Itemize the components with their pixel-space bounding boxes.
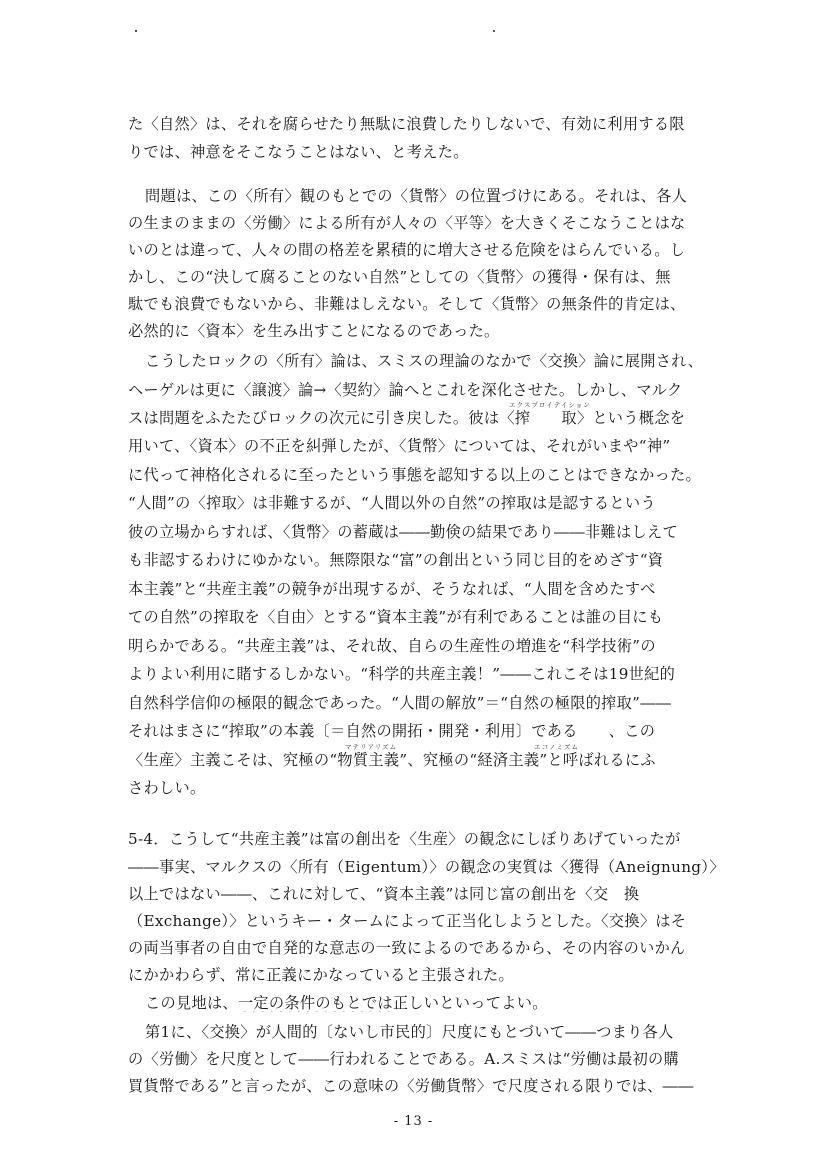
scan-speck [493, 30, 495, 32]
text-line: かし、この“決して腐ることのない自然”としての〈貨幣〉の獲得・保有は、無 [128, 268, 671, 286]
text-line: さわしい。 [128, 779, 206, 797]
text-line: “人間”の〈搾取〉は非難するが、“人間以外の自然”の搾取は是認するという [128, 494, 656, 512]
text-line: ヘーゲルは更に〈譲渡〉論→〈契約〉論へとこれを深化させた。しかし、マルク [128, 381, 683, 399]
text-line: スは問題をふたたびロックの次元に引き戻した。彼は〈搾 取〉という概念を [128, 409, 686, 427]
ruby-economism: エコノミズム [534, 743, 579, 751]
text-line: ――事実、マルクスの〈所有（Eigentum）〉の観念の実質は〈獲得（Aneignung）〉 [128, 858, 725, 876]
text-line: 駄でも浪費でもないから、非難はしえない。そして〈貨幣〉の無条件的肯定は、 [128, 295, 686, 313]
text-line: に代って神格化されるに至ったという事態を認知する以上のことはできなかった。 [128, 466, 702, 484]
text-line: ての自然”の搾取を〈自由〉とする“資本主義”が有利であることは誰の目にも [128, 608, 664, 626]
text-segment: 正しいといってよい。 [392, 994, 548, 1012]
text-line: 明らかである。“共産主義”は、それ故、自らの生産性の増進を“科学技術”の [128, 637, 656, 655]
text-line: 本主義”と“共産主義”の競争が出現するが、そうなれば、“人間を含めたすべ [128, 580, 656, 598]
text-line: 彼の立場からすれば、〈貨幣〉の蓄蔵は――勤倹の結果であり――非難はしえて [128, 523, 678, 541]
text-line: の生まのままの〈労働〉による所有が人々の〈平等〉を大きくそこなうことはな [128, 214, 686, 232]
paragraph-start-line: 問題は、この〈所有〉観のもとでの〈貨幣〉の位置づけにある。それは、各人 [145, 187, 688, 205]
text-line: にかかわらず、常に正義にかなっていると主張された。 [128, 966, 514, 984]
text-line: いのとは違って、人々の間の格差を累積的に増大させる危険をはらんでいる。し [128, 241, 686, 259]
text-line: よりよい利用に賭するしかない。“科学的共産主義！”――これこそは19世紀的 [128, 665, 676, 683]
paragraph-start-line [145, 994, 728, 1012]
text-line: 自然科学信仰の極限的観念であった。“人間の解放”＝“自然の極限的搾取”―― [128, 694, 672, 712]
text-line: 用いて、〈資本〉の不正を糾弾したが、〈貨幣〉については、それがいまや“神” [128, 437, 671, 455]
paragraph-start-line: こうしたロックの〈所有〉論は、スミスの理論のなかで〈交換〉論に展開され、 [145, 352, 704, 370]
text-line: 必然的に〈資本〉を生み出すことになるのであった。 [128, 322, 500, 340]
text-line: 〈生産〉主義こそは、究極の“物質主義”、究極の“経済主義”と呼ばれるにふ [128, 751, 656, 769]
text-line: （Exchange）〉というキー・タームによって正当化しようとした。〈交換〉はそ [128, 912, 687, 930]
wavy-underlined-phrase: 一定の条件のもとでは [237, 994, 393, 1012]
ruby-exploitation: エクスプロイテイション [509, 401, 591, 409]
text-line: それはまさに“搾取”の本義〔＝自然の開拓・開発・利用〕である 、この [128, 722, 656, 740]
text-line: 買貨幣である”と言ったが、この意味の〈労働貨幣〉で尺度される限りでは、―― [128, 1077, 694, 1095]
text-line: りでは、神意をそこなうことはない、と考えた。 [128, 143, 469, 161]
text-line: 以上ではない――、これに対して、“資本主義”は同じ富の創出を〈交 換 [128, 885, 640, 903]
page-number: - 13 - [393, 1114, 434, 1129]
section-heading-line: 5-4．こうして“共産主義”は富の創出を〈生産〉の観念にしぼりあげていったが [128, 830, 681, 848]
text-line: の〈労働〉を尺度として――行われることである。A.スミスは“労働は最初の購 [128, 1050, 680, 1068]
paragraph-start-line: 第1に、〈交換〉が人間的〔ないし市民的〕尺度にもとづいて――つまり各人 [145, 1023, 674, 1041]
text-line: も非認するわけにゆかない。無際限な“富”の創出という同じ目的をめざす“資 [128, 551, 664, 569]
scan-speck [135, 30, 137, 32]
text-segment: この見地は、 [145, 994, 238, 1012]
ruby-materialism: マテリアリズム [345, 743, 398, 751]
text-line: の両当事者の自由で自発的な意志の一致によるのであるから、その内容のいかん [128, 939, 686, 957]
text-line: た〈自然〉は、それを腐らせたり無駄に浪費したりしないで、有効に利用する限 [128, 115, 685, 133]
